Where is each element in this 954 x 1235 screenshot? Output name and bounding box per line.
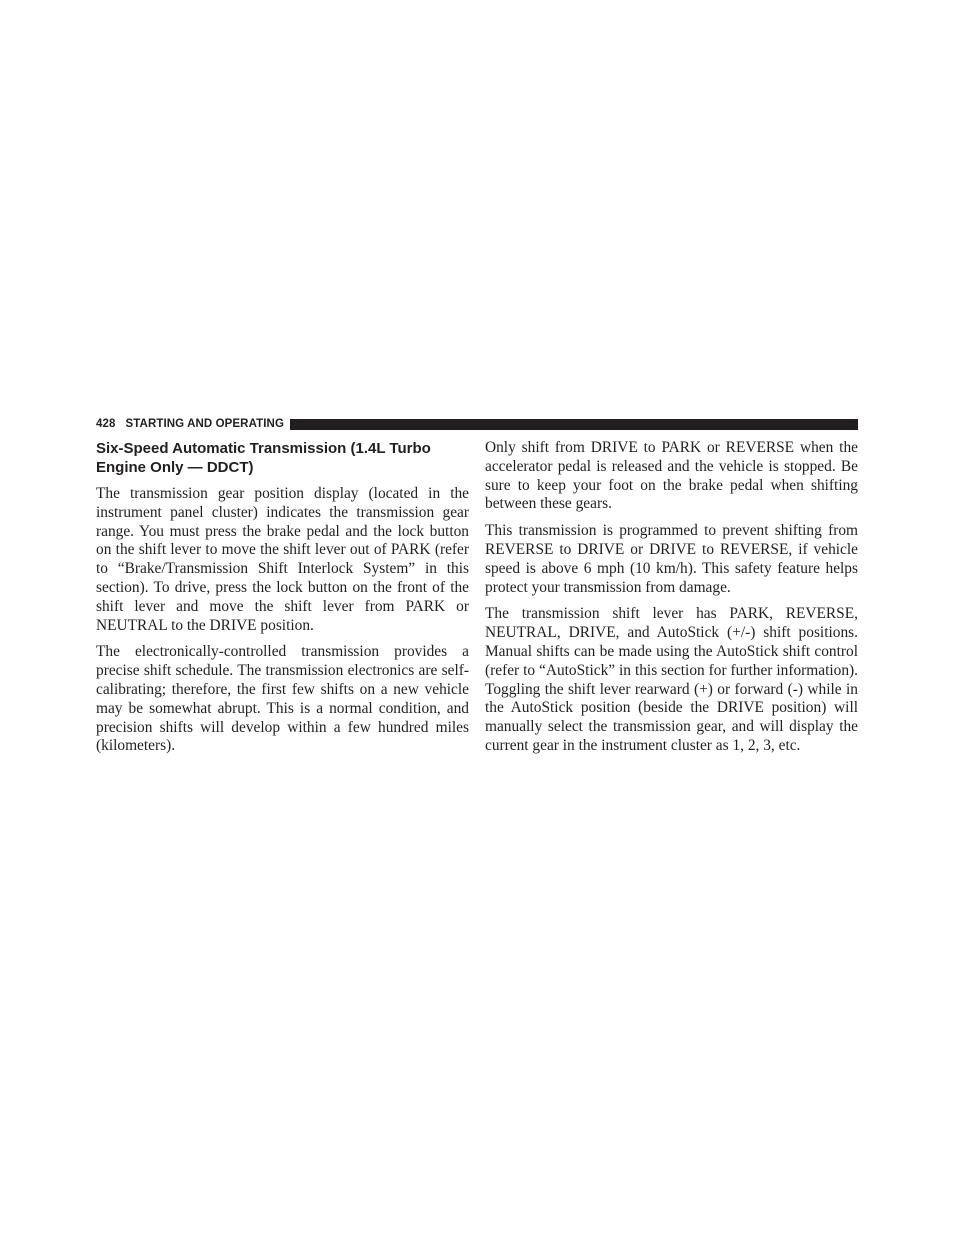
paragraph-gear-display: The transmission gear position display (located in the instrument panel cluster) indicates the transmission gear range. You must press the brake pedal and the lock button on the shift lever to move the shift lever out of PARK (refer to “Brake/Transmission Shift Interlock System” in this section). To drive, press the lock button on the front of the shift lever and move the shift lever from PARK or NEUTRAL to the DRIVE position.: [96, 485, 469, 634]
page-number: 428: [96, 418, 116, 430]
paragraph-shift-schedule: The electronically-controlled transmission provides a precise shift schedule. The transmission electronics are self-calibrating; therefore, the first few shifts on a new vehicle may be somewhat abrupt. This is a normal condition, and precision shifts will develop within a few hundred miles (kilometers).: [96, 643, 469, 755]
paragraph-shift-protection: This transmission is programmed to prevent shifting from REVERSE to DRIVE or DRIVE to REVERSE, if vehicle speed is above 6 mph (10 km/h). This safety feature helps protect your transmission from damage.: [485, 522, 858, 596]
paragraph-park-reverse: Only shift from DRIVE to PARK or REVERSE when the accelerator pedal is released and the vehicle is stopped. Be sure to keep your foot on the brake pedal when shifting between these gears.: [485, 439, 858, 513]
paragraph-autostick: The transmission shift lever has PARK, REVERSE, NEUTRAL, DRIVE, and AutoStick (+/-) shift positions. Manual shifts can be made using the AutoStick shift control (refer to “AutoStick” in this section for further information). Toggling the shift lever rearward (+) or forward (-) while in the AutoStick position (beside the DRIVE position) will manually select the transmission gear, and will display the current gear in the instrument cluster as 1, 2, 3, etc.: [485, 605, 858, 754]
header-rule-bar: [290, 419, 858, 430]
page-header: [96, 417, 858, 431]
section-heading: Six-Speed Automatic Transmission (1.4L Turbo Engine Only — DDCT): [96, 440, 431, 476]
left-column: [96, 439, 469, 764]
section-title: STARTING AND OPERATING: [125, 418, 285, 430]
right-column: [485, 439, 858, 764]
